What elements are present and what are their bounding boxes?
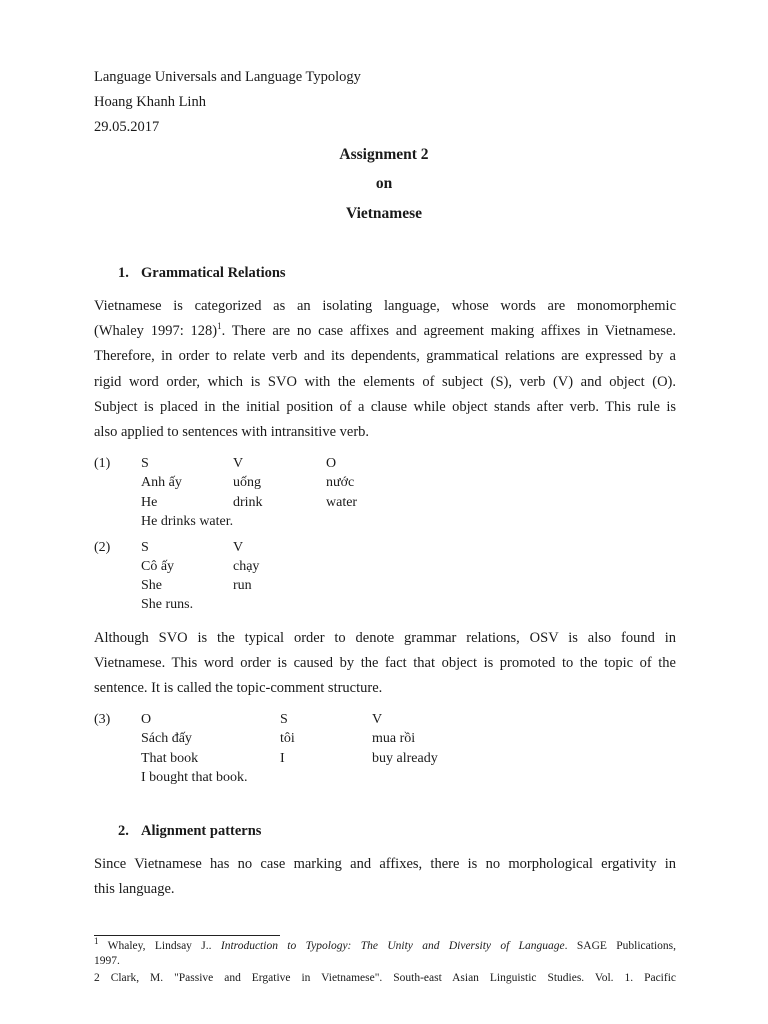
paragraph-line: Vietnamese is categorized as an isolating language, whose words are monomorphemic — [94, 298, 676, 314]
gloss-cell: That book — [141, 751, 199, 766]
footnote-2: 2 Clark, M. "Passive and Ergative in Vietnamese". South-east Asian Linguistic Studies. Vol. 1. Pacific — [94, 972, 676, 984]
gloss-cell: O — [141, 712, 152, 727]
gloss-cell: S — [141, 540, 149, 555]
paragraph-line: rigid word order, which is SVO with the elements of subject (S), verb (V) and object (O). — [94, 373, 676, 390]
footnote-1-author: Whaley, Lindsay J.. — [98, 940, 221, 952]
paragraph-line: Therefore, in order to relate verb and its dependents, grammatical relations are expressed by a — [94, 348, 676, 365]
gloss-cell: drink — [233, 495, 263, 510]
gloss-cell: nước — [326, 475, 355, 490]
section-1-paragraph-1 — [94, 294, 676, 445]
section-2-paragraph-1 — [94, 852, 676, 902]
gloss-cell: She — [141, 578, 162, 593]
gloss-cell: He — [141, 495, 158, 510]
gloss-cell: V — [233, 456, 244, 471]
title-line-3: Vietnamese — [345, 205, 423, 222]
footnote-1-line-1 — [94, 936, 677, 954]
example-translation: He drinks water. — [141, 514, 234, 529]
paragraph-line: also applied to sentences with intransitive verb. — [94, 423, 370, 440]
gloss-cell: buy already — [372, 751, 438, 766]
footnote-1-mark: 1 — [94, 936, 99, 947]
paragraph-line: sentence. It is called the topic-comment structure. — [94, 680, 383, 697]
paragraph-line: this language. — [94, 881, 175, 898]
gloss-cell: chạy — [233, 559, 260, 574]
gloss-cell: Anh ấy — [141, 475, 182, 490]
footnotes — [94, 936, 677, 986]
gloss-cell: S — [141, 456, 149, 471]
course-title: Language Universals and Language Typology — [94, 69, 361, 85]
gloss-cell: V — [233, 540, 244, 555]
gloss-cell: O — [326, 456, 337, 471]
example-translation: She runs. — [141, 597, 194, 612]
gloss-cell: run — [233, 578, 252, 593]
gloss-cell: mua rồi — [372, 731, 416, 746]
gloss-cell: uống — [233, 475, 261, 490]
example-number: (1) — [94, 456, 111, 471]
document-date: 29.05.2017 — [94, 119, 160, 135]
example-number: (2) — [94, 540, 111, 555]
footnote-1-publisher: . SAGE Publications, — [564, 940, 677, 952]
author-name: Hoang Khanh Linh — [94, 94, 206, 110]
gloss-cell: water — [326, 495, 358, 510]
paragraph-text: . There are no case affixes and agreement making affixes in Vietnamese. — [221, 323, 677, 340]
paragraph-line — [94, 319, 676, 344]
title-line-1: Assignment 2 — [339, 146, 429, 163]
gloss-cell: Cô ấy — [141, 559, 175, 574]
gloss-cell: tôi — [280, 731, 295, 746]
paragraph-line: Although SVO is the typical order to denote grammar relations, OSV is also found in — [94, 630, 676, 646]
example-number: (3) — [94, 712, 111, 727]
section-1-title: Grammatical Relations — [141, 265, 286, 281]
gloss-cell: I — [280, 751, 285, 766]
gloss-cell: V — [372, 712, 383, 727]
gloss-cell: Sách đấy — [141, 731, 192, 746]
section-1-paragraph-2 — [94, 626, 676, 702]
example-translation: I bought that book. — [141, 770, 248, 785]
footnote-ref-1: 1 — [217, 321, 222, 332]
section-1-number: 1. — [118, 265, 129, 281]
section-2-title: Alignment patterns — [141, 823, 262, 839]
paragraph-line: Vietnamese. This word order is caused by the fact that object is promoted to the topic of the — [94, 655, 676, 672]
gloss-cell: S — [280, 712, 288, 727]
paragraph-line: Since Vietnamese has no case marking and affixes, there is no morphological ergativity in — [94, 856, 676, 872]
paragraph-line: Subject is placed in the initial position of a clause while object stands after verb. This rule is — [94, 398, 676, 415]
footnote-1-line-2: 1997. — [94, 955, 120, 967]
title-line-2: on — [375, 175, 393, 192]
footnote-separator — [94, 935, 280, 936]
citation-text: (Whaley 1997: 128) — [94, 323, 218, 340]
section-2-number: 2. — [118, 823, 129, 839]
footnote-1-book-title: Introduction to Typology: The Unity and Diversity of Language — [220, 940, 565, 952]
